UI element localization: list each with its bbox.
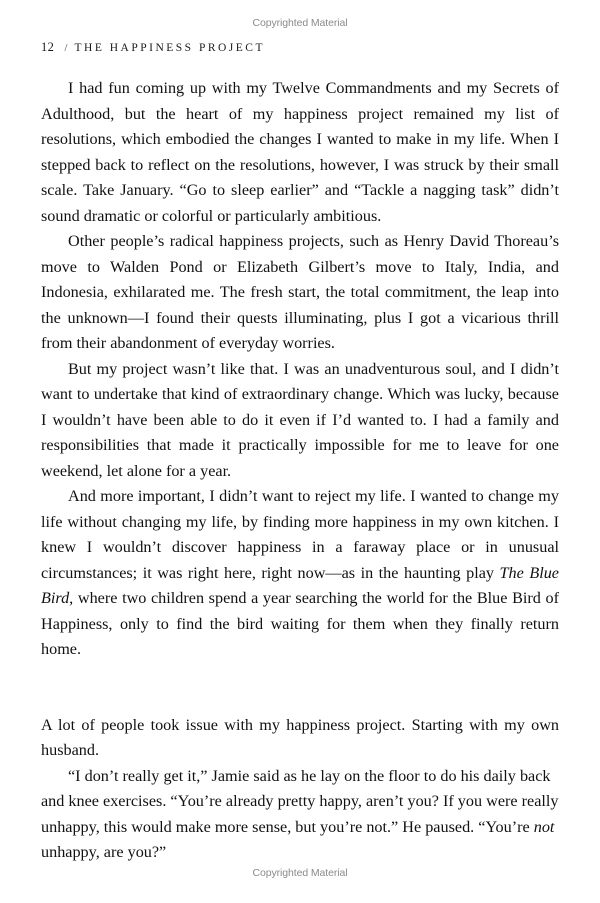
- paragraph-4: [41, 484, 559, 663]
- paragraph-3: But my project wasn’t like that. I was an unadventurous soul, and I didn’t want to undertake that kind of extraordinary change. Which was lucky, because I wouldn’t have been able to do it even if I’d wanted to. I had a family and responsibilities that made it practically impossible for me to leave for one weekend, let alone for a year.: [41, 359, 559, 480]
- paragraph-4-text-after-title: where two children spend a year searching the world for the Blue Bird of Happiness, only to find the bird waiting for them when they finally return home.: [41, 589, 559, 658]
- page-number: 12: [41, 40, 55, 54]
- book-title: THE HAPPINESS PROJECT: [74, 42, 266, 54]
- paragraph-6-text-after-emphasis: unhappy, are you?”: [41, 843, 167, 861]
- body-text-block: [41, 76, 559, 866]
- running-head: [41, 40, 265, 55]
- play-title-the-blue-bird: The Blue Bird,: [41, 563, 559, 607]
- paragraph-5: A lot of people took issue with my happiness project. Starting with my own husband.: [41, 715, 559, 759]
- running-head-separator: /: [64, 43, 68, 54]
- paragraph-4-text-before-title: And more important, I didn’t want to reject my life. I wanted to change my life without changing my life, by finding more happiness in my own kitchen. I knew I wouldn’t discover happiness in a faraway place or in unusual circumstances; it was right here, right now—as in the haunting play: [41, 487, 559, 582]
- paragraph-1: I had fun coming up with my Twelve Commandments and my Secrets of Adulthood, but the heart of my happiness project remained my list of resolutions, which embodied the changes I wanted to make in my life. When I stepped back to reflect on the resolutions, however, I was struck by their small scale. Take January. “Go to sleep earlier” and “Tackle a nagging task” didn’t sound dramatic or colorful or particularly ambitious.: [41, 79, 559, 225]
- paragraph-6: [41, 764, 559, 866]
- paragraph-2: Other people’s radical happiness projects, such as Henry David Thoreau’s move to Walden Pond or Elizabeth Gilbert’s move to Italy, India, and Indonesia, exhilarated me. The fresh start, the total commitment, the leap into the unknown—I found their quests illuminating, plus I got a vicarious thrill from their abandonment of everyday worries.: [41, 232, 559, 352]
- copyright-watermark-top: Copyrighted Material: [252, 17, 348, 29]
- copyright-watermark-bottom: Copyrighted Material: [252, 867, 348, 879]
- paragraph-6-text-before-emphasis: “I don’t really get it,” Jamie said as he lay on the floor to do his daily back and knee exercises. “You’re already pretty happy, aren’t you? If you were really unhappy, this would make more sense, but you’re not.” He paused. “You’re: [41, 766, 559, 836]
- emphasis-not: not: [533, 817, 555, 836]
- section-break: [41, 663, 559, 713]
